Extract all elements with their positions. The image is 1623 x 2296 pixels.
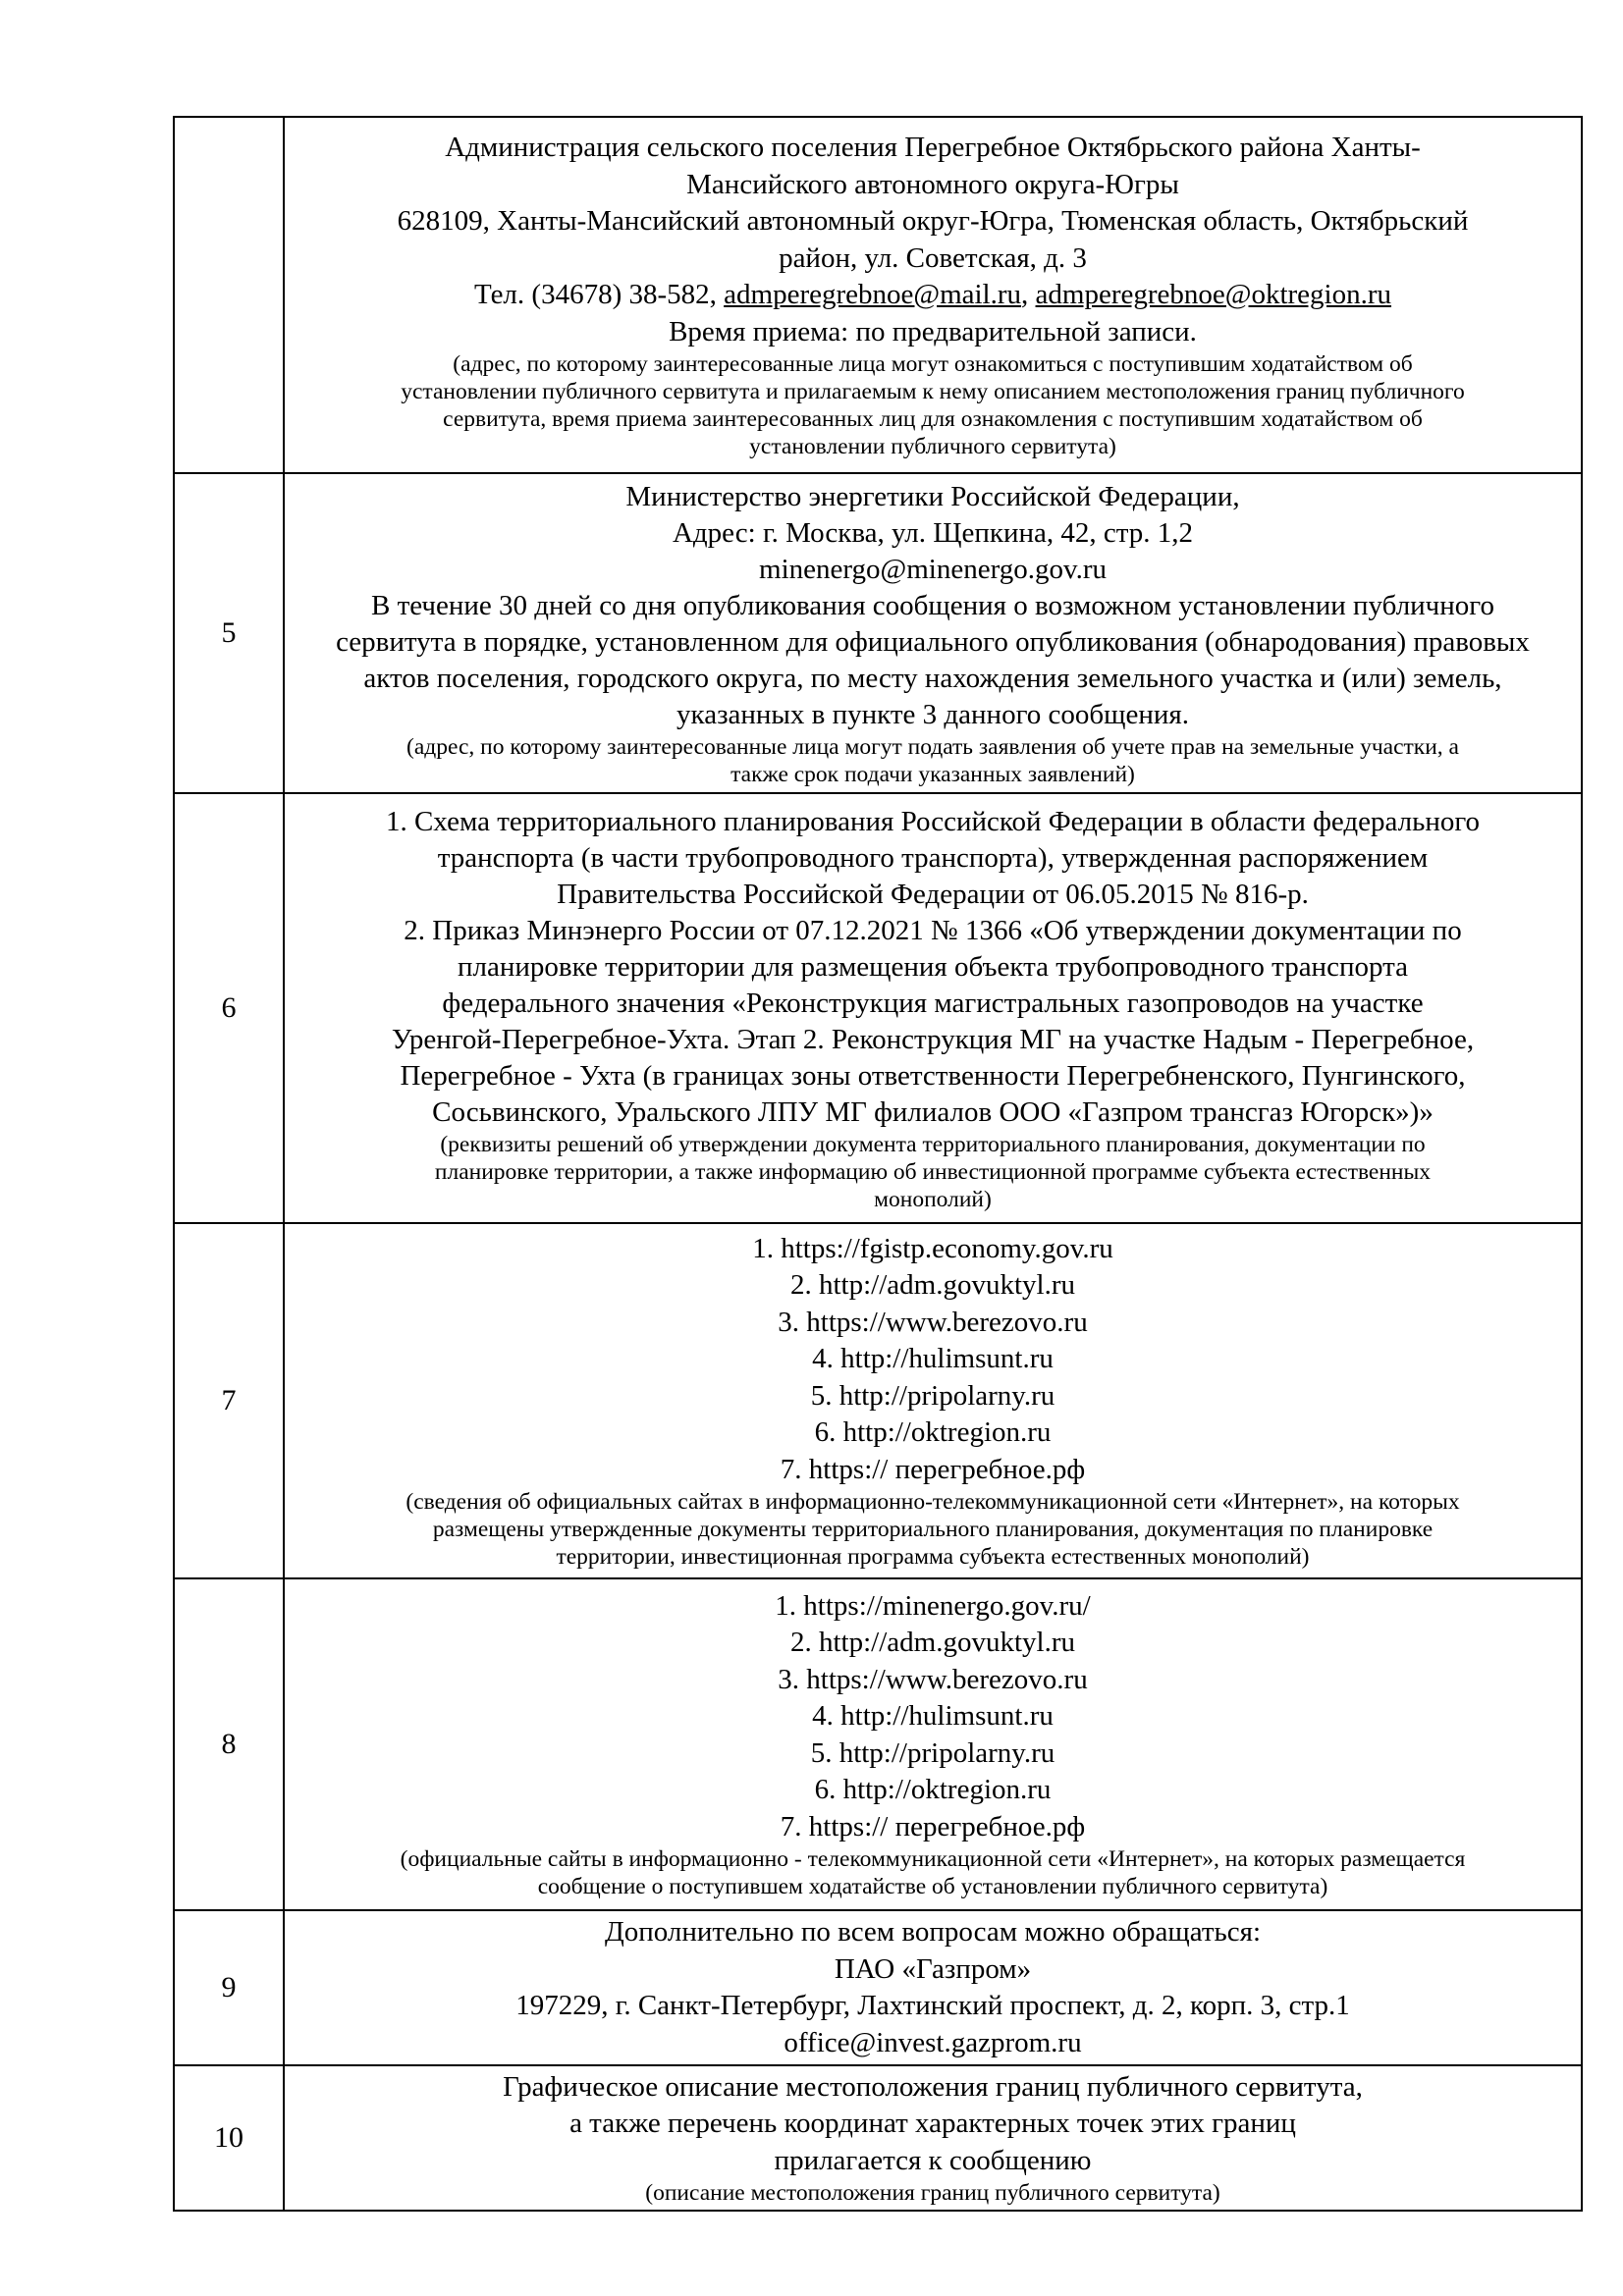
row-content (284, 2065, 1582, 2211)
row-content (284, 117, 1582, 473)
row-number: 10 (174, 2065, 284, 2211)
row-number: 7 (174, 1223, 284, 1578)
website-link[interactable]: 1. https://minenergo.gov.ru/ (775, 1589, 1091, 1622)
website-link[interactable]: 7. https:// перегребное.рф (780, 1453, 1086, 1485)
email-link[interactable]: admperegrebnoe@oktregion.ru (1035, 279, 1392, 310)
info-table (173, 116, 1583, 2212)
note-line: (описание местоположения границ публичного сервитута) (645, 2180, 1220, 2207)
note-line: планировке территории, а также информацию об инвестиционной программе субъекта естественных (434, 1158, 1432, 1185)
website-link[interactable]: 5. http://pripolarny.ru (810, 1736, 1055, 1769)
website-link[interactable]: 6. http://oktregion.ru (814, 1774, 1052, 1806)
text-line: Адрес: г. Москва, ул. Щепкина, 42, стр. 1,2 (672, 516, 1193, 549)
website-link[interactable]: 2. http://adm.govuktyl.ru (790, 1269, 1075, 1302)
row-number: 6 (174, 793, 284, 1223)
text-line: Правительства Российской Федерации от 06.05.2015 № 816-р. (557, 878, 1309, 910)
row-number: 5 (174, 473, 284, 793)
separator-text: , (1021, 279, 1036, 310)
text-line: Уренгой-Перегребное-Ухта. Этап 2. Реконструкция МГ на участке Надым - Перегребное, (391, 1023, 1475, 1055)
text-line: 2. Приказ Минэнерго России от 07.12.2021 № 1366 «Об утверждении документации по (404, 914, 1462, 946)
contact-line (293, 277, 1573, 314)
text-line: В течение 30 дней со дня опубликования сообщения о возможном установлении публичного (371, 589, 1494, 621)
website-link[interactable]: 6. http://oktregion.ru (814, 1416, 1052, 1449)
email-link[interactable]: office@invest.gazprom.ru (784, 2026, 1082, 2058)
text-line: minenergo@minenergo.gov.ru (759, 553, 1107, 585)
text-line: 1. Схема территориального планирования Российской Федерации в области федерального (385, 805, 1481, 837)
text-line: 628109, Ханты-Мансийский автономный округ-Югра, Тюменская область, Октябрьский (397, 205, 1469, 237)
note-line: установлении публичного сервитута) (749, 434, 1116, 459)
note-line: (адрес, по которому заинтересованные лица могут подать заявления об учете прав на земельные участки, а (406, 733, 1459, 760)
note-line: сервитута, время приема заинтересованных лиц для ознакомления с поступившим ходатайством об (443, 406, 1423, 432)
text-line: Перегребное - Ухта (в границах зоны ответственности Перегребненского, Пунгинского, (400, 1059, 1466, 1092)
text-line: Министерство энергетики Российской Федерации, (625, 480, 1240, 512)
text-line: Мансийского автономного округа-Югры (686, 168, 1179, 200)
text-line: Администрация сельского поселения Перегребное Октябрьского района Ханты- (445, 132, 1421, 163)
text-line: ПАО «Газпром» (834, 1952, 1032, 1985)
text-line: федерального значения «Реконструкция магистральных газопроводов на участке (442, 987, 1424, 1019)
row-content (284, 1910, 1582, 2065)
table-row (174, 793, 1582, 1223)
website-link[interactable]: 2. http://adm.govuktyl.ru (790, 1627, 1075, 1659)
note-line: установлении публичного сервитута и прилагаемым к нему описанием местоположения границ публичного (401, 379, 1465, 404)
text-line: а также перечень координат характерных точек этих границ (569, 2108, 1296, 2140)
note-line: (сведения об официальных сайтах в информационно-телекоммуникационной сети «Интернет», на которых (406, 1489, 1460, 1516)
website-link[interactable]: 5. http://pripolarny.ru (810, 1379, 1055, 1412)
website-link[interactable]: 3. https://www.berezovo.ru (778, 1306, 1088, 1338)
row-content (284, 473, 1582, 793)
table-row (174, 1578, 1582, 1910)
row-number (174, 117, 284, 473)
row-content (284, 1578, 1582, 1910)
table-row (174, 2065, 1582, 2211)
note-line: (реквизиты решений об утверждении документа территориального планирования, документации по (440, 1131, 1426, 1157)
website-link[interactable]: 4. http://hulimsunt.ru (812, 1700, 1054, 1733)
text-line: прилагается к сообщению (774, 2144, 1092, 2176)
table-row (174, 1910, 1582, 2065)
note-line: размещены утвержденные документы территориального планирования, документация по планировке (432, 1517, 1434, 1543)
row-content (284, 793, 1582, 1223)
note-line: также срок подачи указанных заявлений) (730, 761, 1135, 787)
text-line: указанных в пункте 3 данного сообщения. (676, 698, 1189, 730)
row-number: 8 (174, 1578, 284, 1910)
note-line: сообщение о поступившем ходатайстве об установлении публичного сервитута) (537, 1874, 1328, 1900)
note-line: территории, инвестиционная программа субъекта естественных монополий) (556, 1544, 1310, 1571)
row-content (284, 1223, 1582, 1578)
text-line: актов поселения, городского округа, по месту нахождения земельного участка и (или) земель, (363, 662, 1502, 694)
note-line: монополий) (874, 1186, 992, 1212)
website-link[interactable]: 3. https://www.berezovo.ru (778, 1663, 1088, 1695)
text-line: район, ул. Советская, д. 3 (779, 241, 1087, 274)
website-link[interactable]: 1. https://fgistp.economy.gov.ru (752, 1232, 1113, 1264)
note-line: (адрес, по которому заинтересованные лица могут ознакомиться с поступившим ходатайством об (453, 351, 1413, 377)
email-link[interactable]: admperegrebnoe@mail.ru (724, 279, 1022, 310)
text-line: 197229, г. Санкт-Петербург, Лахтинский проспект, д. 2, корп. 3, стр.1 (515, 1990, 1350, 2021)
website-link[interactable]: 7. https:// перегребное.рф (780, 1810, 1086, 1842)
note-line: (официальные сайты в информационно - телекоммуникационной сети «Интернет», на которых размещается (400, 1846, 1466, 1873)
text-line: сервитута в порядке, установленном для официального опубликования (обнародования) правовых (336, 625, 1530, 658)
table-row (174, 473, 1582, 793)
text-line: транспорта (в части трубопроводного транспорта), утвержденная распоряжением (437, 841, 1429, 874)
reception-time: Время приема: по предварительной записи. (669, 315, 1197, 347)
table-row (174, 1223, 1582, 1578)
row-number: 9 (174, 1910, 284, 2065)
table-row (174, 117, 1582, 473)
website-link[interactable]: 4. http://hulimsunt.ru (812, 1343, 1054, 1375)
text-line: Дополнительно по всем вопросам можно обращаться: (604, 1916, 1262, 1948)
text-line: планировке территории для размещения объекта трубопроводного транспорта (458, 950, 1408, 983)
text-line: Сосьвинского, Уральского ЛПУ МГ филиалов ООО «Газпром трансгаз Югорск»)» (432, 1095, 1434, 1128)
text-line: Графическое описание местоположения границ публичного сервитута, (503, 2070, 1363, 2103)
phone-text: Тел. (34678) 38-582, (473, 279, 725, 310)
